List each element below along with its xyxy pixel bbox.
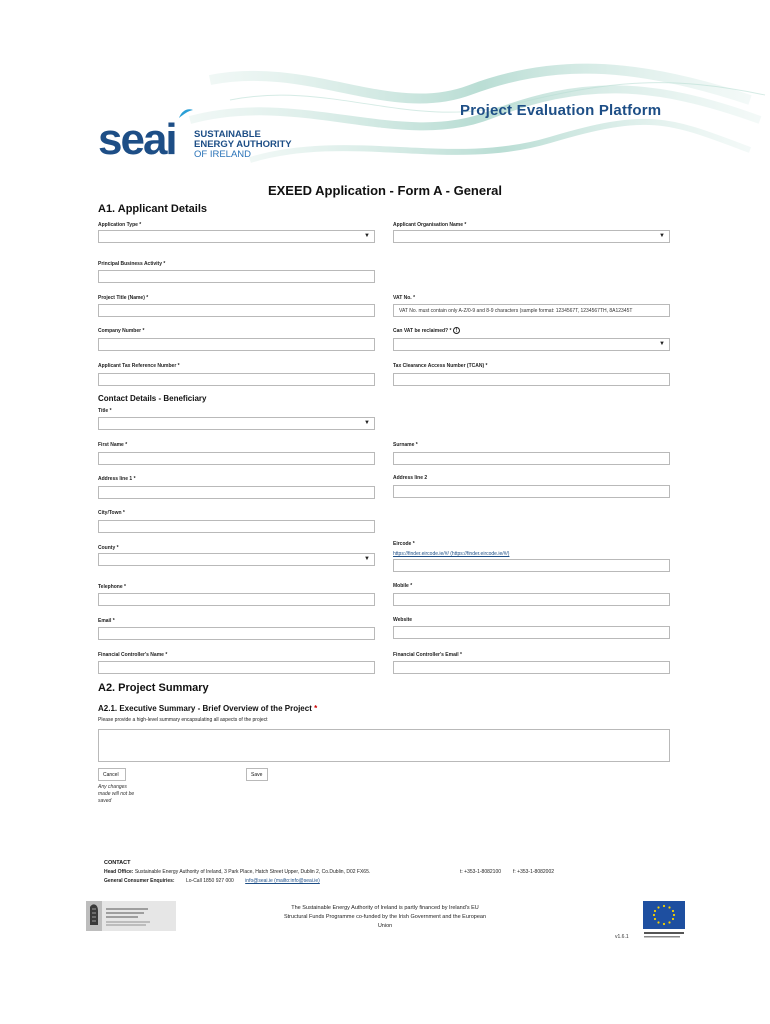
company-number-label: Company Number * bbox=[98, 328, 145, 334]
surname-label: Surname * bbox=[393, 442, 418, 448]
note-line-3: saved bbox=[98, 798, 112, 804]
mobile-label: Mobile * bbox=[393, 583, 413, 589]
address1-label: Address line 1 * bbox=[98, 476, 136, 482]
note-line-1: Any changes bbox=[98, 784, 127, 790]
eu-funding-statement bbox=[260, 904, 510, 931]
applicant-org-select[interactable] bbox=[393, 230, 670, 243]
vat-no-placeholder: VAT No. must contain only A-Z/0-9 and 8-9 characters (sample format: 1234567T, 1234567TH, 8A12345T bbox=[399, 308, 633, 314]
fc-email-input[interactable] bbox=[393, 661, 670, 674]
vat-no-label: VAT No. * bbox=[393, 295, 416, 301]
website-input[interactable] bbox=[393, 626, 670, 639]
principal-business-input[interactable] bbox=[98, 270, 375, 283]
consumer-enquiries-line bbox=[104, 878, 320, 884]
fax-number: f: +353-1-8082002 bbox=[513, 869, 555, 875]
mobile-input[interactable] bbox=[393, 593, 670, 606]
applicant-org-label: Applicant Organisation Name * bbox=[393, 222, 467, 228]
logo-swoosh-icon bbox=[178, 108, 194, 120]
eu-structural-funds-logo bbox=[86, 901, 176, 931]
fc-email-label: Financial Controller's Email * bbox=[393, 652, 462, 658]
logo-line-3: OF IRELAND bbox=[194, 149, 252, 160]
section-a2-heading: A2. Project Summary bbox=[98, 682, 209, 694]
note-line-2: made will not be bbox=[98, 791, 135, 797]
county-select[interactable] bbox=[98, 553, 375, 566]
email-input[interactable] bbox=[98, 627, 375, 640]
address2-label: Address line 2 bbox=[393, 475, 428, 481]
eircode-input[interactable] bbox=[393, 559, 670, 572]
vat-reclaimed-text: Can VAT be reclaimed? * bbox=[393, 327, 452, 334]
seai-logo bbox=[98, 115, 176, 164]
logo-line-2: ENERGY AUTHORITY bbox=[194, 139, 292, 150]
company-number-input[interactable] bbox=[98, 338, 375, 351]
save-button[interactable]: Save bbox=[246, 768, 268, 781]
exec-summary-textarea[interactable] bbox=[98, 729, 670, 762]
phone-number: t: +353-1-8082100 bbox=[460, 869, 502, 875]
vat-reclaimed-label bbox=[393, 327, 460, 334]
county-label: County * bbox=[98, 545, 119, 551]
tcan-input[interactable] bbox=[393, 373, 670, 386]
header-wave-graphic bbox=[150, 60, 770, 180]
logo-wordmark: seai bbox=[98, 115, 176, 164]
info-email-link[interactable]: info@seai.ie (mailto:info@seai.ie) bbox=[245, 878, 320, 884]
eircode-label: Eircode * bbox=[393, 541, 415, 547]
head-office-line bbox=[104, 869, 370, 875]
email-label: Email * bbox=[98, 618, 115, 624]
platform-title: Project Evaluation Platform bbox=[460, 102, 662, 119]
vat-no-input[interactable] bbox=[393, 304, 670, 317]
application-type-select[interactable] bbox=[98, 230, 375, 243]
fc-name-label: Financial Controller's Name * bbox=[98, 652, 168, 658]
section-a1-heading: A1. Applicant Details bbox=[98, 203, 208, 215]
telephone-input[interactable] bbox=[98, 593, 375, 606]
title-label: Title * bbox=[98, 408, 112, 414]
exec-summary-heading bbox=[98, 704, 317, 713]
address1-input[interactable] bbox=[98, 486, 375, 499]
project-title-input[interactable] bbox=[98, 304, 375, 317]
eircode-finder-link[interactable]: https://finder.eircode.ie/#/ (https://finder.eircode.ie/#/) bbox=[393, 551, 510, 557]
exec-summary-title: A2.1. Executive Summary - Brief Overview of the Project bbox=[98, 704, 312, 713]
first-name-input[interactable] bbox=[98, 452, 375, 465]
version-label: v1.6.1 bbox=[615, 934, 629, 940]
head-office-address: Sustainable Energy Authority of Ireland, 3 Park Place, Hatch Street Upper, Dublin 2, Co.Dublin, D02 FX65. bbox=[134, 869, 371, 875]
head-office-label: Head Office: bbox=[104, 869, 134, 875]
website-label: Website bbox=[393, 617, 413, 623]
eu-flag-logo bbox=[643, 901, 685, 941]
city-input[interactable] bbox=[98, 520, 375, 533]
project-title-label: Project Title (Name) * bbox=[98, 295, 149, 301]
cancel-button[interactable]: Cancel bbox=[98, 768, 126, 781]
eu-statement-line-2: Structural Funds Programme co-funded by the Irish Government and the European bbox=[283, 914, 487, 920]
required-mark: * bbox=[314, 704, 318, 713]
unsaved-note bbox=[98, 784, 134, 805]
tax-ref-label: Applicant Tax Reference Number * bbox=[98, 363, 180, 369]
city-label: City/Town * bbox=[98, 510, 125, 516]
eu-statement-line-3: Union bbox=[377, 923, 393, 929]
principal-business-label: Principal Business Activity * bbox=[98, 261, 166, 267]
vat-reclaimed-select[interactable] bbox=[393, 338, 670, 351]
application-type-label: Application Type * bbox=[98, 222, 142, 228]
telephone-label: Telephone * bbox=[98, 584, 126, 590]
first-name-label: First Name * bbox=[98, 442, 128, 448]
eu-statement-line-1: The Sustainable Energy Authority of Ireland is partly financed by Ireland's EU bbox=[291, 905, 479, 911]
exec-summary-hint: Please provide a high-level summary encapsulating all aspects of the project bbox=[98, 717, 268, 723]
fc-name-input[interactable] bbox=[98, 661, 375, 674]
info-icon[interactable]: ! bbox=[453, 327, 460, 334]
locall-number: Lo-Call 1850 927 000 bbox=[185, 878, 234, 884]
contact-heading: CONTACT bbox=[104, 860, 131, 866]
contact-details-heading: Contact Details - Beneficiary bbox=[98, 394, 207, 403]
title-select[interactable] bbox=[98, 417, 375, 430]
tax-ref-input[interactable] bbox=[98, 373, 375, 386]
surname-input[interactable] bbox=[393, 452, 670, 465]
tcan-label: Tax Clearance Access Number (TCAN) * bbox=[393, 363, 488, 369]
logo-line-1: SUSTAINABLE bbox=[194, 129, 261, 140]
consumer-label: General Consumer Enquiries: bbox=[104, 878, 175, 884]
address2-input[interactable] bbox=[393, 485, 670, 498]
form-title: EXEED Application - Form A - General bbox=[267, 183, 503, 198]
logo-text bbox=[194, 130, 292, 160]
